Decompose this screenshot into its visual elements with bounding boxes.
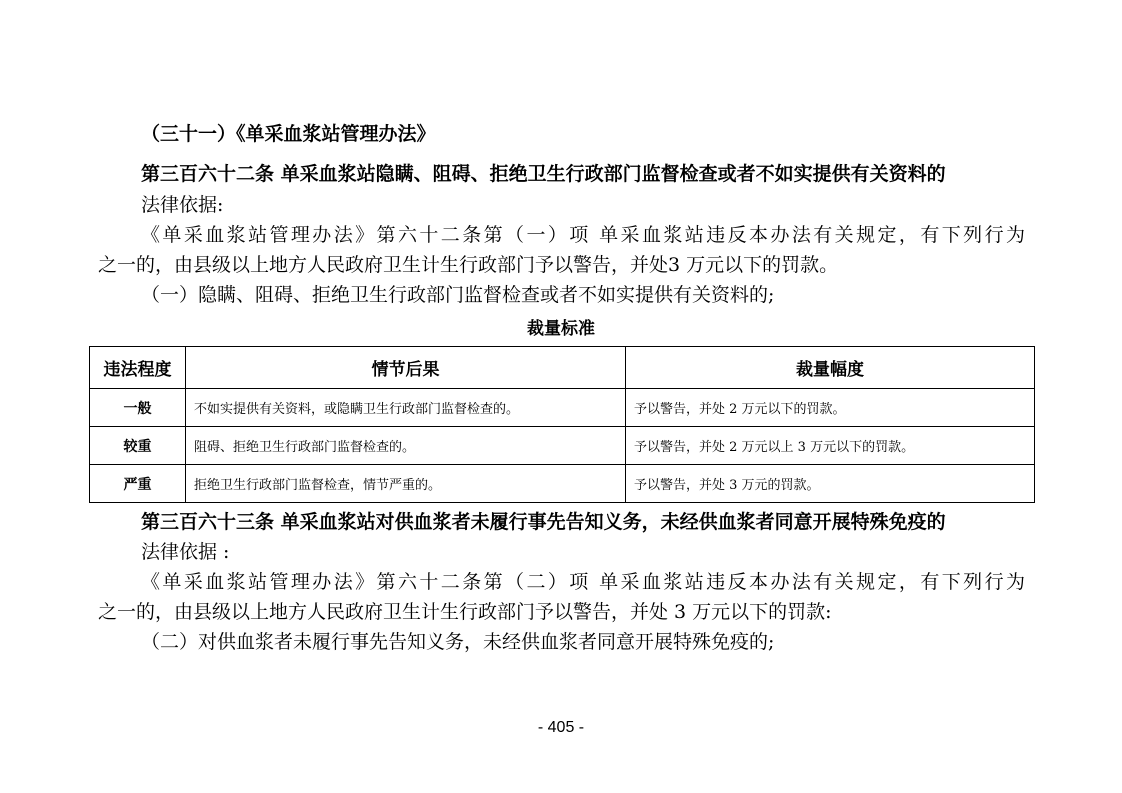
article-362-heading: 第三百六十二条 单采血浆站隐瞒、阻碍、拒绝卫生行政部门监督检查或者不如实提供有关资料的 bbox=[141, 163, 946, 185]
header-violation-degree: 违法程度 bbox=[90, 347, 186, 389]
article-362-basis-line2: 之一的，由县级以上地方人民政府卫生计生行政部门予以警告，并处3 万元以下的罚款。 bbox=[98, 254, 839, 276]
row-circumstance: 拒绝卫生行政部门监督检查，情节严重的。 bbox=[186, 465, 626, 503]
page-number: - 405 - bbox=[537, 719, 585, 736]
row-circumstance: 不如实提供有关资料，或隐瞒卫生行政部门监督检查的。 bbox=[186, 389, 626, 427]
row-level: 一般 bbox=[90, 389, 186, 427]
header-circumstance: 情节后果 bbox=[186, 347, 626, 389]
article-363-basis-line1: 《单采血浆站管理办法》第六十二条第（二）项 单采血浆站违反本办法有关规定，有下列行为 bbox=[141, 571, 1025, 593]
article-363-basis-label: 法律依据 : bbox=[141, 541, 230, 563]
article-362-item: （一）隐瞒、阻碍、拒绝卫生行政部门监督检查或者不如实提供有关资料的; bbox=[141, 284, 775, 306]
header-penalty-range: 裁量幅度 bbox=[626, 347, 1035, 389]
article-362-basis-line1: 《单采血浆站管理办法》第六十二条第（一）项 单采血浆站违反本办法有关规定，有下列行为 bbox=[141, 224, 1025, 246]
discretion-table bbox=[89, 346, 1035, 503]
article-363-heading: 第三百六十三条 单采血浆站对供血浆者未履行事先告知义务，未经供血浆者同意开展特殊免疫的 bbox=[141, 511, 946, 533]
section-title: （三十一）《单采血浆站管理办法》 bbox=[141, 123, 436, 145]
row-penalty: 予以警告，并处 2 万元以下的罚款。 bbox=[626, 389, 1035, 427]
table-row bbox=[90, 389, 1035, 427]
row-circumstance: 阻碍、拒绝卫生行政部门监督检查的。 bbox=[186, 427, 626, 465]
table-row bbox=[90, 465, 1035, 503]
row-penalty: 予以警告，并处 2 万元以上 3 万元以下的罚款。 bbox=[626, 427, 1035, 465]
article-362-basis-label: 法律依据: bbox=[141, 194, 224, 216]
table-header-row bbox=[90, 347, 1035, 389]
table-caption: 裁量标准 bbox=[527, 319, 595, 339]
row-penalty: 予以警告，并处 3 万元的罚款。 bbox=[626, 465, 1035, 503]
table-row bbox=[90, 427, 1035, 465]
row-level: 较重 bbox=[90, 427, 186, 465]
article-363-item: （二）对供血浆者未履行事先告知义务，未经供血浆者同意开展特殊免疫的; bbox=[141, 631, 775, 653]
row-level: 严重 bbox=[90, 465, 186, 503]
article-363-basis-line2: 之一的，由县级以上地方人民政府卫生计生行政部门予以警告，并处 3 万元以下的罚款: bbox=[98, 601, 832, 623]
